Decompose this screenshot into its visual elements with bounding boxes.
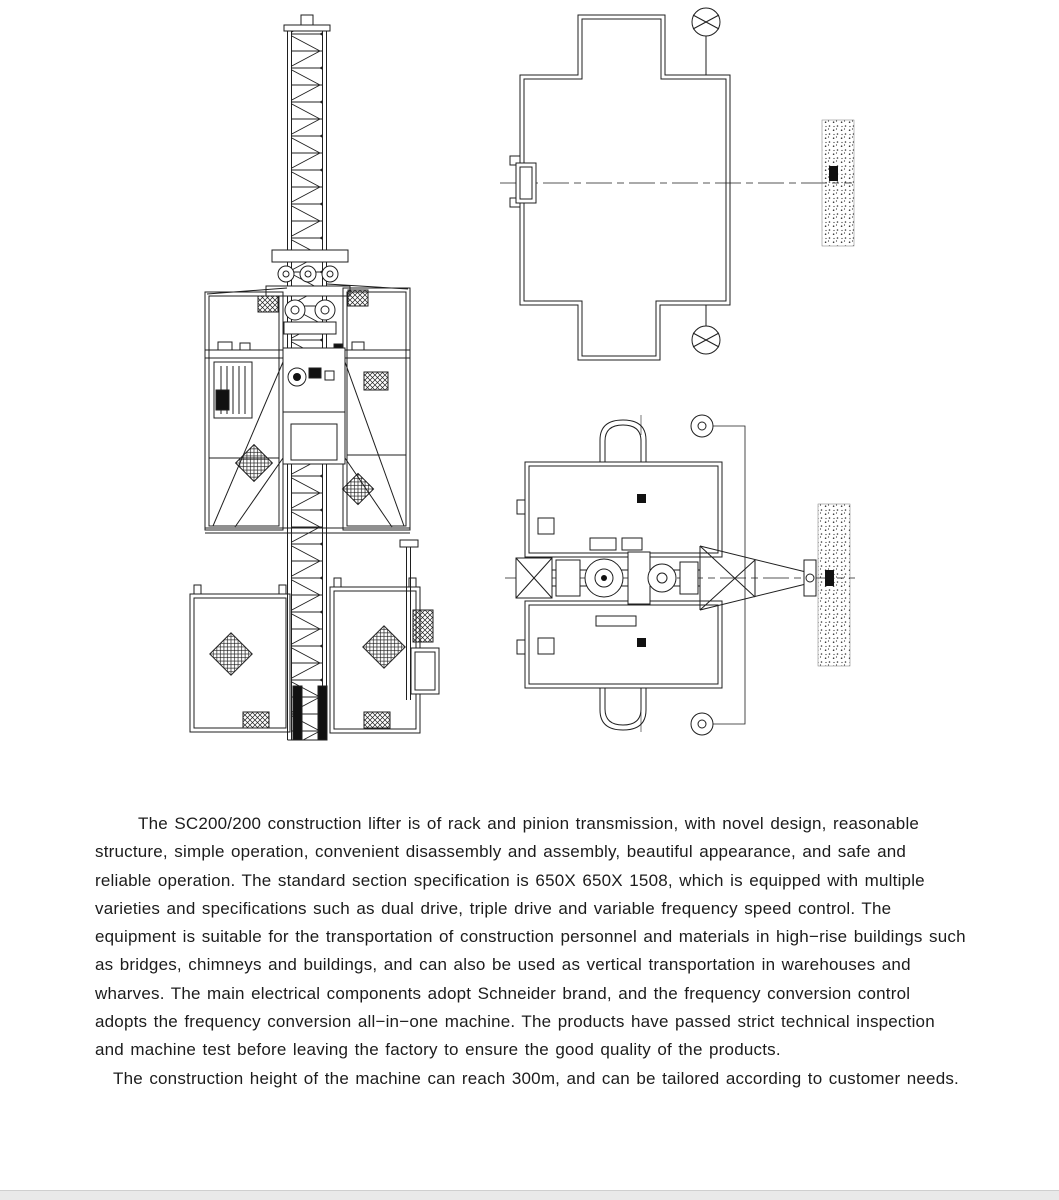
- plan-top-cage: [517, 462, 722, 557]
- crosshatch-vent: [236, 445, 273, 482]
- concrete-wall: [818, 504, 850, 666]
- counterweight-rail: [400, 540, 439, 700]
- electrical-panel: [214, 362, 252, 418]
- cable-trolley: [596, 688, 650, 730]
- cable-trolley: [596, 420, 650, 462]
- crosshatch-vent: [258, 296, 278, 312]
- crosshatch-vent: [348, 290, 368, 306]
- guide-pulley-icon: [691, 713, 713, 735]
- crosshatch-vent: [210, 633, 252, 675]
- wall-anchor: [825, 570, 834, 586]
- upper-right-cage: [342, 288, 410, 530]
- cage-plan-view: [505, 415, 855, 735]
- survey-marker-icon: [692, 305, 720, 354]
- crosshatch-vent: [364, 372, 388, 390]
- guide-pulley-icon: [691, 415, 713, 437]
- installation-plan-view: [500, 8, 854, 360]
- mast-cap: [284, 25, 330, 31]
- lower-left-cage: [190, 594, 290, 732]
- mast-foot: [293, 686, 302, 740]
- crosshatch-vent: [364, 712, 390, 728]
- mast-foot: [318, 686, 327, 740]
- operator-cab: [283, 348, 345, 464]
- wall-anchor: [829, 166, 838, 181]
- description-paragraph-1: The SC200/200 construction lifter is of rack and pinion transmission, with novel design, reasonable structure, simple operation, convenient disassembly and assembly, beautiful appearance, and safe and reliable operation. The standard section specification is 650X 650X 1508, which is equipped with multiple varieties and specifications such as dual drive, triple drive and variable frequency speed control. The equipment is suitable for the transportation of construction personnel and materials in high−rise buildings such as bridges, chimneys and buildings, and can also be used as vertical transportation in warehouses and wharves. The main electrical components adopt Schneider brand, and the frequency conversion control adopts the frequency conversion all−in−one machine. The products have passed strict technical inspection and machine test before leaving the factory to ensure the good quality of the products.: [95, 814, 966, 1060]
- page-bottom-edge: [0, 1190, 1059, 1200]
- product-description: [95, 810, 967, 1093]
- building-outline: [520, 15, 730, 360]
- survey-marker-icon: [692, 8, 720, 75]
- hoist-front-elevation: [190, 8, 855, 740]
- description-paragraph-2: The construction height of the machine can reach 300m, and can be tailored according to customer needs.: [113, 1068, 959, 1088]
- mast-mount: [516, 163, 536, 203]
- concrete-wall: [822, 120, 854, 246]
- crosshatch-vent: [243, 712, 269, 728]
- crosshatch-vent: [363, 626, 405, 668]
- plan-bottom-cage: [517, 601, 722, 688]
